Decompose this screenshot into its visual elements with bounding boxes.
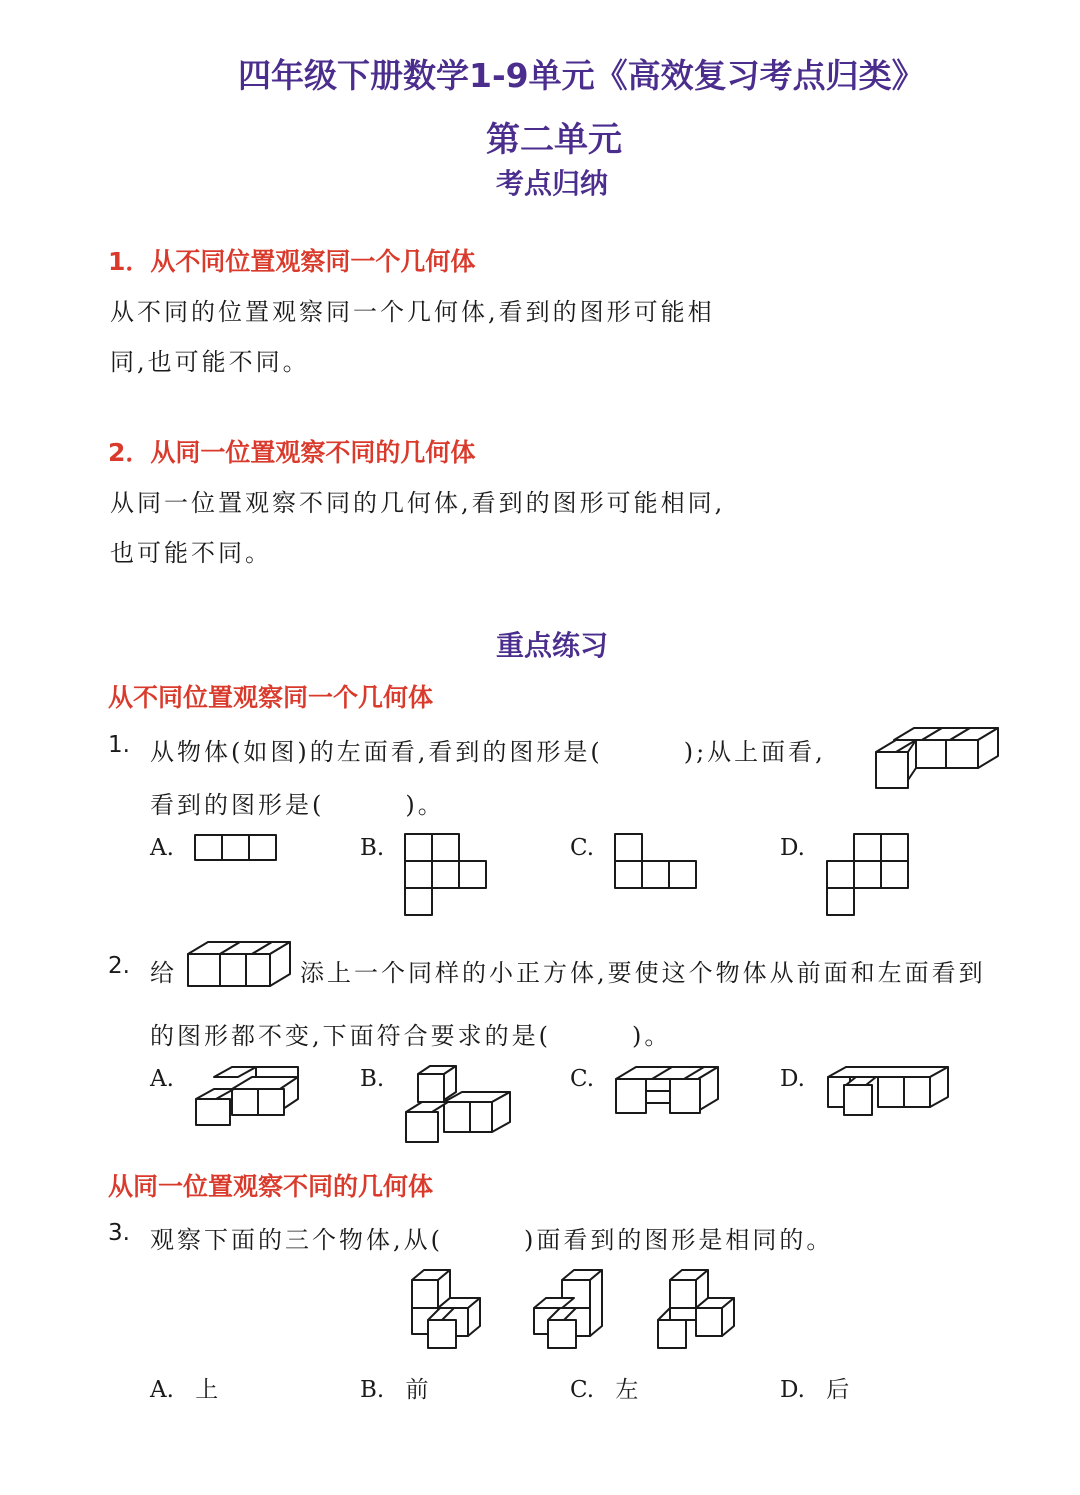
q1-text-2: 看到的图形是( )。 bbox=[150, 791, 445, 819]
q1-option-d-label[interactable]: D. bbox=[780, 835, 805, 861]
q3-option-d[interactable]: D. 后 bbox=[780, 1377, 850, 1403]
point-1-heading: 1．从不同位置观察同一个几何体 bbox=[108, 247, 476, 276]
main-title: 四年级下册数学1-9单元《高效复习考点归类》 bbox=[238, 56, 925, 95]
q3-object-3 bbox=[656, 1268, 736, 1350]
q3-number: 3. bbox=[108, 1220, 130, 1246]
q1-option-b-label[interactable]: B. bbox=[360, 835, 385, 861]
q2-option-d-label[interactable]: D. bbox=[780, 1066, 805, 1092]
q3-object-1 bbox=[410, 1268, 484, 1350]
q2-option-b-figure bbox=[404, 1064, 514, 1144]
point-2-heading: 2．从同一位置观察不同的几何体 bbox=[108, 438, 476, 467]
q3-option-b[interactable]: B. 前 bbox=[360, 1377, 429, 1403]
point-2-line-2: 也可能不同。 bbox=[110, 539, 272, 567]
q2-lead: 给 bbox=[150, 959, 177, 987]
q2-option-a-figure bbox=[194, 1065, 300, 1127]
q3-text: 观察下面的三个物体,从( )面看到的图形是相同的。 bbox=[150, 1226, 834, 1254]
q2-number: 2. bbox=[108, 953, 130, 979]
q2-option-a-label[interactable]: A. bbox=[150, 1066, 174, 1092]
section-subtitle: 考点归纳 bbox=[495, 167, 608, 200]
practice-section-2: 从同一位置观察不同的几何体 bbox=[108, 1172, 434, 1201]
practice-section-1: 从不同位置观察同一个几何体 bbox=[108, 683, 434, 712]
q1-option-c-label[interactable]: C. bbox=[570, 835, 595, 861]
q2-text: 添上一个同样的小正方体,要使这个物体从前面和左面看到 bbox=[300, 959, 986, 987]
q2-object-figure bbox=[186, 940, 292, 990]
q1-option-c-figure bbox=[614, 833, 698, 891]
q3-option-c[interactable]: C. 左 bbox=[570, 1377, 639, 1403]
q2-option-d-figure bbox=[826, 1065, 950, 1117]
point-2-line-1: 从同一位置观察不同的几何体,看到的图形可能相同, bbox=[110, 489, 726, 517]
q2-option-b-label[interactable]: B. bbox=[360, 1066, 385, 1092]
point-1-line-2: 同,也可能不同。 bbox=[110, 348, 310, 376]
q2-text-2: 的图形都不变,下面符合要求的是( )。 bbox=[150, 1022, 672, 1050]
q1-option-a-label[interactable]: A. bbox=[150, 835, 174, 861]
practice-title: 重点练习 bbox=[495, 629, 608, 662]
q1-object-figure bbox=[874, 728, 1004, 794]
q2-option-c-figure bbox=[614, 1065, 722, 1117]
q1-number: 1. bbox=[108, 732, 130, 758]
q1-option-d-figure bbox=[826, 833, 910, 917]
q2-option-c-label[interactable]: C. bbox=[570, 1066, 595, 1092]
unit-title: 第二单元 bbox=[486, 120, 622, 160]
q3-object-2 bbox=[532, 1268, 606, 1350]
point-1-line-1: 从不同的位置观察同一个几何体,看到的图形可能相 bbox=[110, 298, 715, 326]
q1-option-a-figure bbox=[194, 834, 278, 862]
q1-option-b-figure bbox=[404, 833, 488, 917]
q1-text: 从物体(如图)的左面看,看到的图形是( );从上面看, bbox=[150, 738, 826, 766]
q3-option-a[interactable]: A. 上 bbox=[150, 1377, 219, 1403]
